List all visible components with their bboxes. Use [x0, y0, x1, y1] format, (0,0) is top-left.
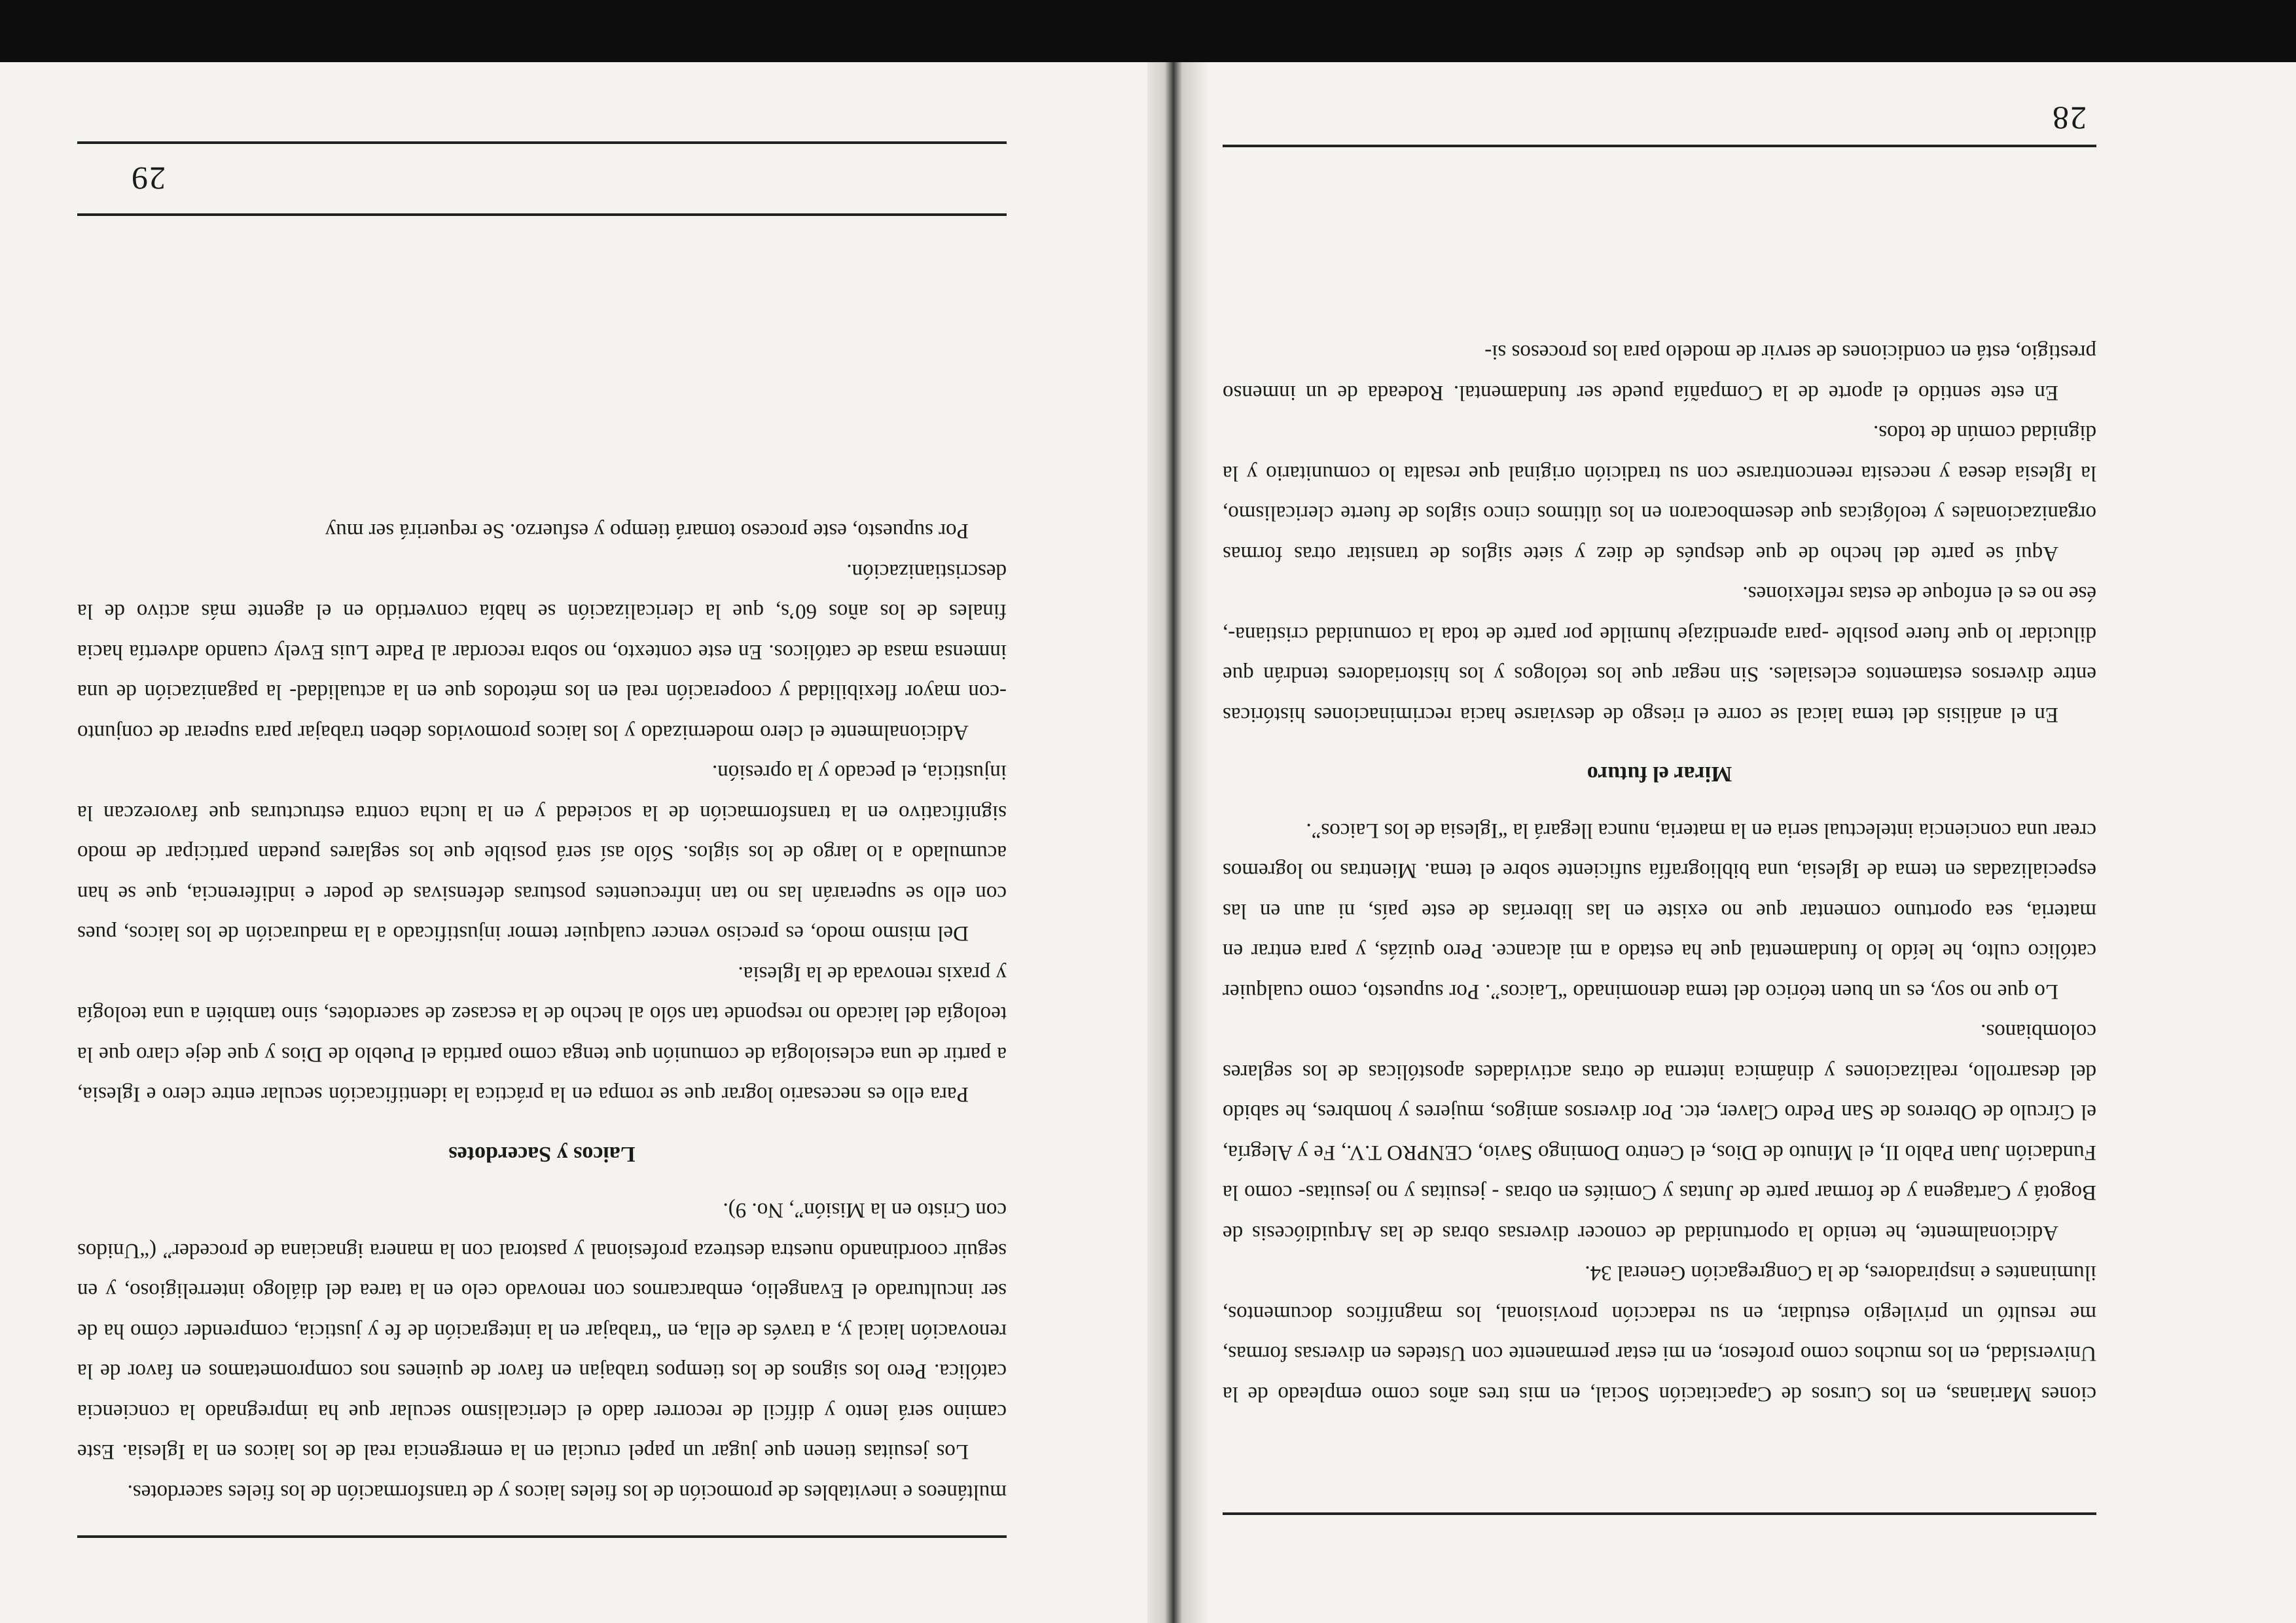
paragraph: ciones Marianas, en los Cursos de Capacitación Social, en mis tres años como empleado de la Universidad, en los muchos como profesor, en mi estar permanente con Ustedes en diversas formas, me resultó un privilegio estudiar, en su redacción provisional, los magníficos documentos, iluminantes e inspiradores, de la Congregación General 34. [1223, 1261, 2096, 1406]
footer-rule [77, 213, 1007, 216]
paragraph: Para ello es necesario lograr que se rompa en la práctica la identificación secular entre clero e Iglesia, a partir de una eclesiología de comunión que tenga como partida el Pueblo de Dios y que deje claro que la teología del laicado no responde tan sólo al hecho de la escasez de sacerdotes, sino también a una teología y praxis renovada de la Iglesia. [77, 962, 1007, 1107]
paragraph: Adicionalmente, he tenido la oportunidad de conocer diversas obras de las Arquidiócesis de Bogotá y Cartagena y de formar parte de Juntas y Comités en obras - jesuitas y no jesuitas- como la Fundación Juan Pablo II, el Minuto de Dios, el Centro Domingo Savio, CENPRO T.V., Fe y Alegría, el Círculo de Obreros de San Pedro Claver, etc. Por diversos amigos, mujeres y hombres, he sabido del desarrollo, realizaciones y dinámica interna de otras actividades apostólicas de los seglares colombianos. [1223, 1020, 2096, 1245]
page-number: 29 [130, 160, 166, 197]
left-page [1203, 59, 2296, 1623]
paragraph: Por supuesto, este proceso tomará tiempo y esfuerzo. Se requerirá ser muy [325, 519, 969, 543]
section-heading: Mirar el futuro [1587, 762, 1732, 787]
paragraph: En el análisis del tema laical se corre el riesgo de desviarse hacia recriminaciones históricas entre diversos estamentos eclesiales. Sin negar que los teólogos y los historiadores tendrán que dilucidar lo que fuere posible -para aprendizaje humilde por parte de toda la comunidad cristiana-, ése no es el enfoque de estas reflexiones. [1223, 582, 2096, 726]
top-rule [1223, 1512, 2096, 1515]
paragraph: Los jesuitas tienen que jugar un papel crucial en la emergencia real de los laicos en la Iglesia. Este camino será lento y difícil de recorrer dado el clericalismo secular que ha impregnado la conciencia católica. Pero los signos de los tiempos trabajan en favor de quienes nos comprometamos en favor de la renovación laical y, a través de ella, en “trabajar en la integración de fe y justicia, comprender cómo ha de ser inculturado el Evangelio, embarcarnos con renovado celo en la tarea del diálogo interreligioso, y en seguir coordinando nuestra destreza profesional y pastoral con la manera ignaciana de proceder” (“Unidos con Cristo en la Misión”, No. 9). [77, 1198, 1007, 1464]
scanner-edge [0, 0, 2296, 62]
paragraph: Aquí se parte del hecho de que después de diez y siete siglos de transitar otras formas organizacionales y teológicas que desembocaron en los últimos cinco siglos de fuerte clericalismo, la Iglesia desea y necesita reencontrarse con su tradición original que resalta lo comunitario y la dignidad común de todos. [1223, 421, 2096, 565]
footer-rule [1223, 145, 2096, 147]
paragraph: Adicionalmente el clero modernizado y los laicos promovidos deben trabajar para superar de conjunto -con mayor flexibilidad y cooperación real en los métodos que en la actualidad- la paganización de una inmensa masa de católicos. En este contexto, no sobra recordar al Padre Luis Evely cuando advertía hacia finales de los años 60’s, que la clericalización se había convertido en el agente más activo de la descristianización. [77, 560, 1007, 744]
paragraph: En este sentido el aporte de la Compañía puede ser fundamental. Rodeada de un inmenso prestigio, está en condiciones de servir de modelo para los procesos si- [1223, 340, 2096, 404]
bottom-rule [77, 141, 1007, 144]
book-gutter [1138, 59, 1210, 1623]
page-number: 28 [2051, 100, 2087, 137]
left-page-body [1223, 332, 2096, 1414]
right-page [0, 59, 1147, 1623]
section-heading: Laicos y Sacerdotes [448, 1142, 636, 1166]
right-page-body [77, 510, 1007, 1512]
paragraph: Lo que no soy, es un buen teórico del tema denominado “Laicos”. Por supuesto, como cualquier católico culto, he leído lo fundamental que ha estado a mi alcance. Pero quizás, y para entrar en materia, sea oportuno comentar que no existe en las librerías de este país, ni aun en las especializadas en tema de Iglesia, una bibliografía suficiente sobre el tema. Mientras no logremos crear una conciencia intelectual seria en la materia, nunca llegará la “Iglesia de los Laicos”. [1223, 819, 2096, 1003]
top-rule [77, 1535, 1007, 1538]
paragraph: Del mismo modo, es preciso vencer cualquier temor injustificado a la maduración de los laicos, pues con ello se superarán las no tan infrecuentes posturas defensivas de poder e indiferencia, que se han acumulado a lo largo de los siglos. Sólo así será posible que los seglares puedan participar de modo significativo en la transformación de la sociedad y en la lucha contra estructuras que favorezcan la injusticia, el pecado y la opresión. [77, 760, 1007, 946]
paragraph: multáneos e inevitables de promoción de los fieles laicos y de transformación de los fieles sacerdotes. [127, 1480, 1007, 1504]
